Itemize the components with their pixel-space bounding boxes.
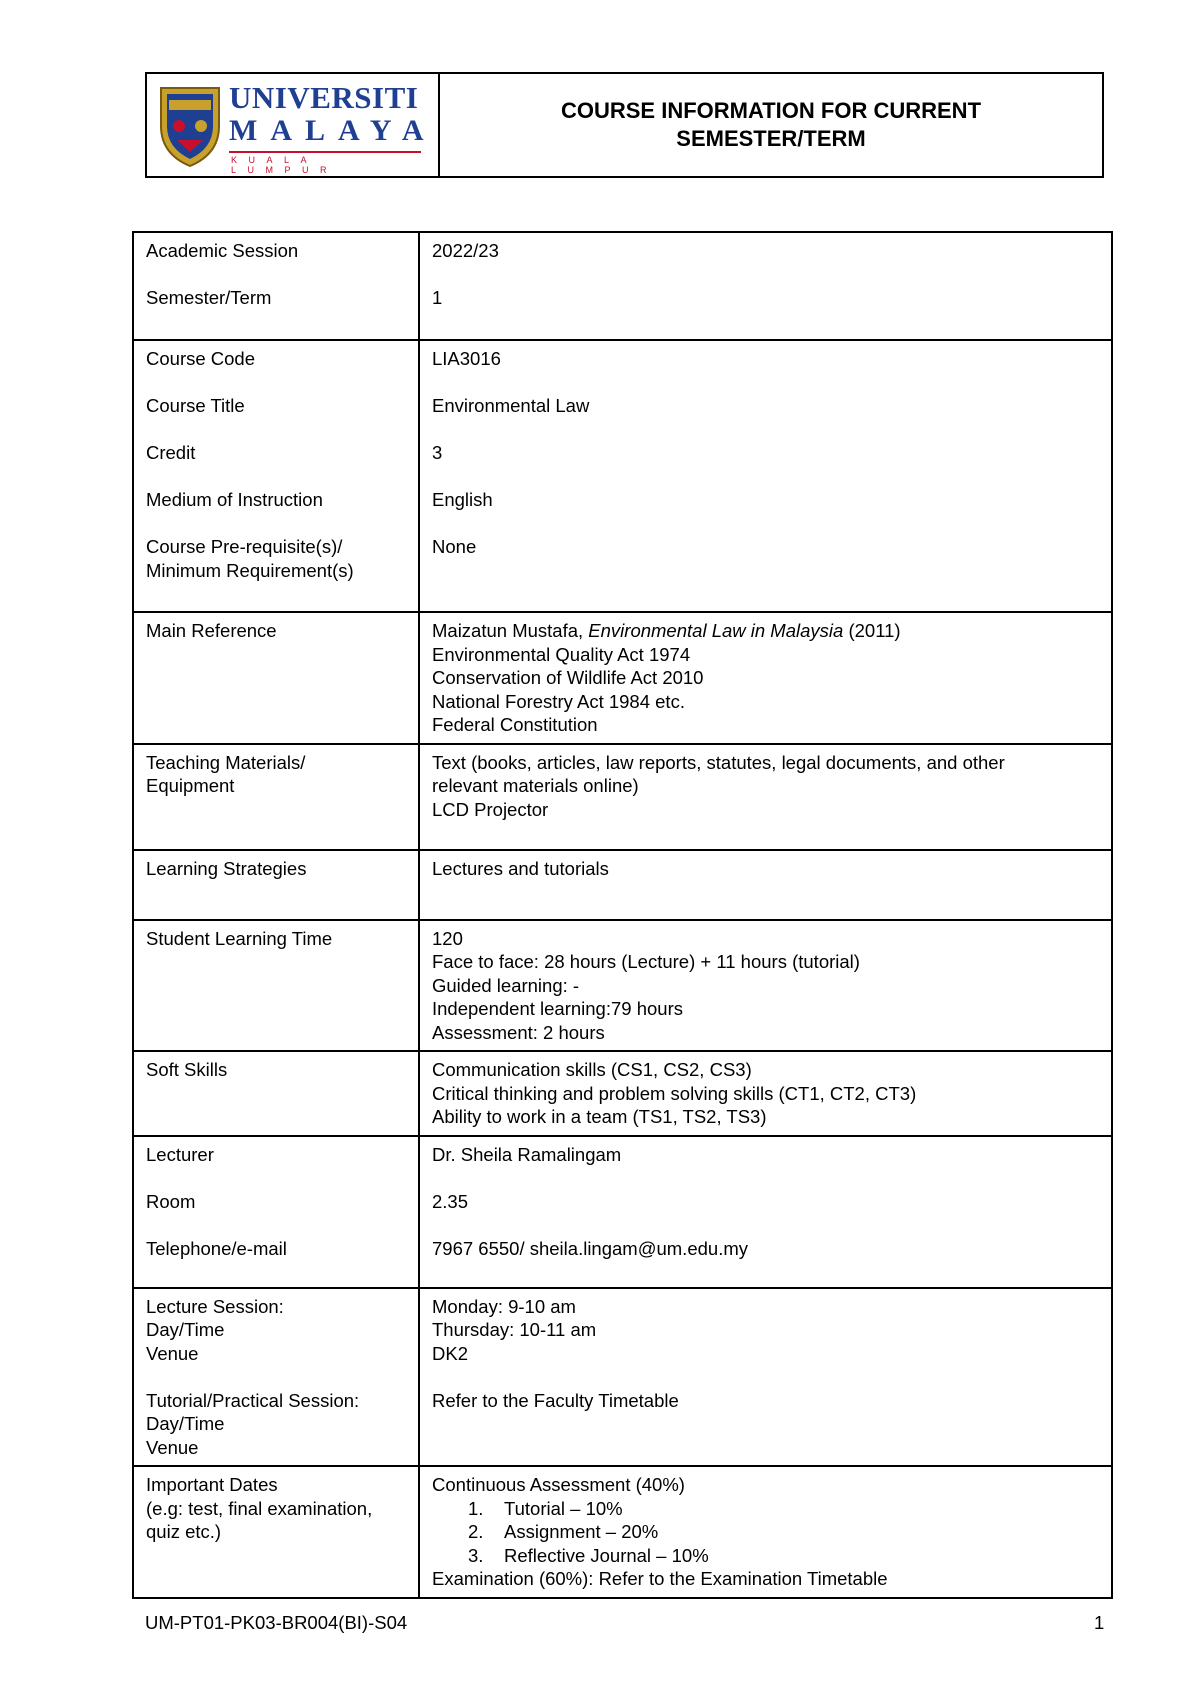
row-soft-skills [133, 1051, 1112, 1136]
document-header [145, 72, 1104, 178]
tutorial-value: Refer to the Faculty Timetable [432, 1389, 679, 1411]
reference-5: Federal Constitution [432, 714, 598, 735]
row-main-reference [133, 612, 1112, 744]
semester-value: 1 [432, 287, 443, 308]
slt-total: 120 [432, 927, 463, 949]
main-reference-value [419, 612, 1112, 744]
slt-assessment: Assessment: 2 hours [432, 1021, 605, 1043]
tutorial-venue-label: Venue [146, 1436, 199, 1458]
university-logo [147, 74, 440, 176]
medium-label: Medium of Instruction [146, 489, 323, 510]
value-cell [419, 1466, 1112, 1598]
slt-independent: Independent learning:79 hours [432, 998, 683, 1019]
important-dates-label-1: Important Dates [146, 1474, 278, 1495]
label-cell [133, 744, 419, 850]
lecturer-value: Dr. Sheila Ramalingam [432, 1143, 622, 1165]
soft-skill-2: Critical thinking and problem solving skills (CT1, CT2, CT3) [432, 1082, 917, 1104]
title-line-2: SEMESTER/TERM [676, 126, 866, 151]
reference-3: Conservation of Wildlife Act 2010 [432, 667, 704, 688]
course-info-table [132, 231, 1113, 1599]
value-cell [419, 920, 1112, 1052]
academic-session-value: 2022/23 [432, 240, 499, 261]
contact-value: 7967 6550/ sheila.lingam@um.edu.my [432, 1237, 748, 1259]
prereq-value: None [432, 536, 477, 557]
student-learning-time-label: Student Learning Time [133, 920, 419, 1052]
lecture-day-2: Thursday: 10-11 am [432, 1319, 597, 1340]
label-cell [133, 1466, 419, 1598]
course-title-label: Course Title [146, 395, 245, 416]
page-number: 1 [1094, 1612, 1105, 1633]
reference-1-title: Environmental Law in Malaysia [588, 620, 844, 641]
lecture-venue: DK2 [432, 1342, 468, 1364]
lecture-day-1: Monday: 9-10 am [432, 1295, 576, 1317]
continuous-assessment: Continuous Assessment (40%) [432, 1474, 685, 1495]
value-cell [419, 1051, 1112, 1136]
label-cell [133, 232, 419, 340]
main-reference-label: Main Reference [133, 612, 419, 744]
reference-1: Maizatun Mustafa, Environmental Law in Malaysia (2011) [432, 620, 901, 641]
label-cell [133, 340, 419, 612]
room-label: Room [146, 1190, 196, 1212]
teaching-materials-label-2: Equipment [146, 775, 235, 796]
label-cell [133, 1288, 419, 1467]
row-sessions [133, 1288, 1112, 1467]
lecture-daytime-label: Day/Time [146, 1319, 225, 1340]
value-cell [419, 744, 1112, 850]
credit-value: 3 [432, 442, 443, 463]
row-session [133, 232, 1112, 340]
room-value: 2.35 [432, 1190, 469, 1212]
document-code: UM-PT01-PK03-BR004(BI)-S04 [145, 1612, 408, 1633]
logo-divider [229, 151, 421, 153]
reference-4: National Forestry Act 1984 etc. [432, 690, 685, 712]
academic-session-label: Academic Session [146, 240, 299, 261]
learning-strategies-label: Learning Strategies [133, 850, 419, 920]
soft-skill-1: Communication skills (CS1, CS2, CS3) [432, 1059, 752, 1080]
value-cell [419, 1136, 1112, 1288]
slt-guided: Guided learning: - [432, 974, 580, 996]
slt-face-to-face: Face to face: 28 hours (Lecture) + 11 hours (tutorial) [432, 951, 860, 972]
credit-label: Credit [146, 442, 196, 463]
reference-2: Environmental Quality Act 1974 [432, 643, 691, 665]
row-important-dates [133, 1466, 1112, 1598]
soft-skills-label: Soft Skills [133, 1051, 419, 1136]
teaching-materials-value-1: Text (books, articles, law reports, statutes, legal documents, and other [432, 751, 1005, 773]
list-item: 2. Assignment – 20% [468, 1521, 659, 1542]
prereq-label-1: Course Pre-requisite(s)/ [146, 536, 343, 557]
important-dates-label-3: quiz etc.) [146, 1521, 222, 1542]
logo-line-kuala-lumpur: KUALA LUMPUR [231, 155, 339, 175]
important-dates-label-2: (e.g: test, final examination, [146, 1497, 373, 1519]
contact-label: Telephone/e-mail [146, 1237, 287, 1259]
lecture-venue-label: Venue [146, 1342, 199, 1364]
tutorial-session-label: Tutorial/Practical Session: [146, 1389, 360, 1411]
logo-line-universiti: UNIVERSITI [229, 80, 419, 115]
value-cell [419, 340, 1112, 612]
lecture-session-label: Lecture Session: [146, 1295, 284, 1317]
label-cell [133, 1136, 419, 1288]
title-line-1: COURSE INFORMATION FOR CURRENT [560, 98, 982, 123]
row-lecturer [133, 1136, 1112, 1288]
course-title-value: Environmental Law [432, 395, 590, 416]
medium-value: English [432, 489, 493, 510]
list-item: 1. Tutorial – 10% [468, 1497, 623, 1519]
row-teaching-materials [133, 744, 1112, 850]
tutorial-daytime-label: Day/Time [146, 1413, 225, 1434]
prereq-label-2: Minimum Requirement(s) [146, 559, 354, 581]
course-code-label: Course Code [146, 348, 256, 369]
row-student-learning-time [133, 920, 1112, 1052]
teaching-materials-label-1: Teaching Materials/ [146, 751, 306, 773]
row-course [133, 340, 1112, 612]
examination: Examination (60%): Refer to the Examination Timetable [432, 1568, 888, 1589]
list-item: 3. Reflective Journal – 10% [468, 1544, 709, 1566]
crest-icon [157, 82, 223, 170]
lecturer-label: Lecturer [146, 1143, 214, 1165]
value-cell [419, 1288, 1112, 1467]
soft-skill-3: Ability to work in a team (TS1, TS2, TS3) [432, 1106, 767, 1127]
learning-strategies-value: Lectures and tutorials [419, 850, 1112, 920]
logo-line-malaya: MALAYA [229, 114, 437, 147]
value-cell [419, 232, 1112, 340]
teaching-materials-value-3: LCD Projector [432, 798, 549, 820]
course-code-value: LIA3016 [432, 348, 501, 369]
document-title [440, 74, 1102, 176]
semester-label: Semester/Term [146, 287, 272, 308]
assessment-list [432, 1497, 1099, 1568]
teaching-materials-value-2: relevant materials online) [432, 775, 639, 796]
row-learning-strategies [133, 850, 1112, 920]
